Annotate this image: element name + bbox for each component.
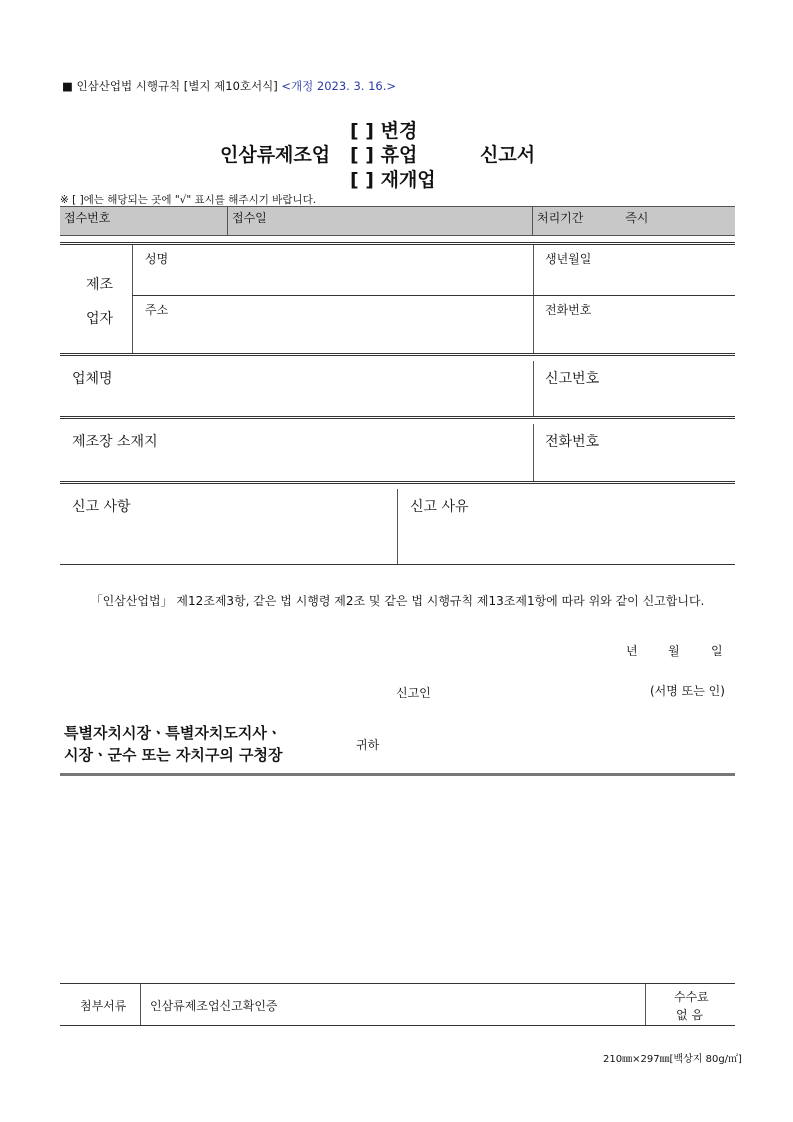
recipient-title bbox=[64, 722, 283, 766]
form-revision: <개정 2023. 3. 16.> bbox=[281, 79, 397, 93]
fee-value: 없 음 bbox=[676, 1008, 703, 1022]
divider bbox=[533, 424, 534, 481]
divider bbox=[60, 564, 735, 565]
section-divider bbox=[60, 353, 735, 356]
form-source: ■ 인삼산업법 시행규칙 [별지 제10호서식] bbox=[62, 79, 278, 93]
recipient-line2: 시장ㆍ군수 또는 자치구의 구청장 bbox=[64, 746, 283, 764]
report-items-label: 신고 사항 bbox=[72, 499, 131, 515]
report-reason-label: 신고 사유 bbox=[410, 499, 469, 515]
divider bbox=[645, 984, 646, 1025]
date-month-label: 월 bbox=[668, 644, 680, 658]
attachments-label: 첨부서류 bbox=[80, 999, 127, 1013]
paper-spec: 210㎜×297㎜[백상지 80g/㎡] bbox=[603, 1054, 742, 1065]
declaration-text: 「인삼산업법」 제12조제3항, 같은 법 시행령 제2조 및 같은 법 시행규칙 제13조제1항에 따라 위와 같이 신고합니다. bbox=[90, 594, 705, 608]
divider bbox=[140, 984, 141, 1025]
option-change-checkbox[interactable]: [ ] 변경 bbox=[350, 120, 418, 142]
footer-divider bbox=[60, 773, 735, 776]
manufacturer-label-line2: 업자 bbox=[86, 311, 114, 327]
name-field-label: 성명 bbox=[145, 252, 169, 266]
processing-period-label: 처리기간 bbox=[537, 211, 584, 225]
date-year-label: 년 bbox=[626, 644, 638, 658]
signer-label: 신고인 bbox=[396, 686, 431, 700]
report-number-label: 신고번호 bbox=[545, 371, 600, 387]
section-divider bbox=[60, 481, 735, 484]
checkbox-instruction-note: ※ [ ]에는 해당되는 곳에 "√" 표시를 해주시기 바랍니다. bbox=[60, 194, 317, 206]
company-name-label: 업체명 bbox=[72, 371, 113, 387]
divider bbox=[397, 489, 398, 564]
manufacturer-label-line1: 제조 bbox=[86, 277, 114, 293]
factory-phone-label: 전화번호 bbox=[545, 434, 600, 450]
factory-location-label: 제조장 소재지 bbox=[72, 434, 158, 450]
attachments-table bbox=[60, 983, 735, 1026]
form-title: 인삼류제조업 bbox=[220, 144, 331, 166]
receipt-date-label: 접수일 bbox=[232, 211, 267, 225]
receipt-number-field[interactable] bbox=[60, 207, 228, 235]
section-divider bbox=[60, 416, 735, 419]
divider bbox=[132, 245, 133, 353]
attachments-value: 인삼류제조업신고확인증 bbox=[150, 999, 278, 1013]
date-day-label: 일 bbox=[711, 644, 723, 658]
recipient-suffix: 귀하 bbox=[356, 738, 380, 752]
processing-period-value: 즉시 bbox=[625, 211, 649, 225]
receipt-number-label: 접수번호 bbox=[64, 211, 111, 225]
address-field-label: 주소 bbox=[145, 303, 169, 317]
receipt-band bbox=[60, 206, 735, 236]
form-title-suffix: 신고서 bbox=[480, 144, 536, 166]
signature-hint: (서명 또는 인) bbox=[650, 684, 725, 698]
divider bbox=[533, 361, 534, 416]
section-divider bbox=[60, 242, 735, 245]
phone-field-label: 전화번호 bbox=[545, 303, 592, 317]
form-header bbox=[62, 78, 396, 94]
option-suspend-checkbox[interactable]: [ ] 휴업 bbox=[350, 144, 418, 166]
divider bbox=[533, 245, 534, 353]
processing-period-field bbox=[533, 207, 735, 235]
receipt-date-field[interactable] bbox=[228, 207, 533, 235]
option-resume-checkbox[interactable]: [ ] 재개업 bbox=[350, 169, 436, 191]
recipient-line1: 특별자치시장ㆍ특별자치도지사ㆍ bbox=[64, 724, 282, 742]
divider bbox=[132, 295, 735, 296]
birthdate-field-label: 생년월일 bbox=[545, 252, 592, 266]
fee-label: 수수료 bbox=[674, 990, 709, 1004]
